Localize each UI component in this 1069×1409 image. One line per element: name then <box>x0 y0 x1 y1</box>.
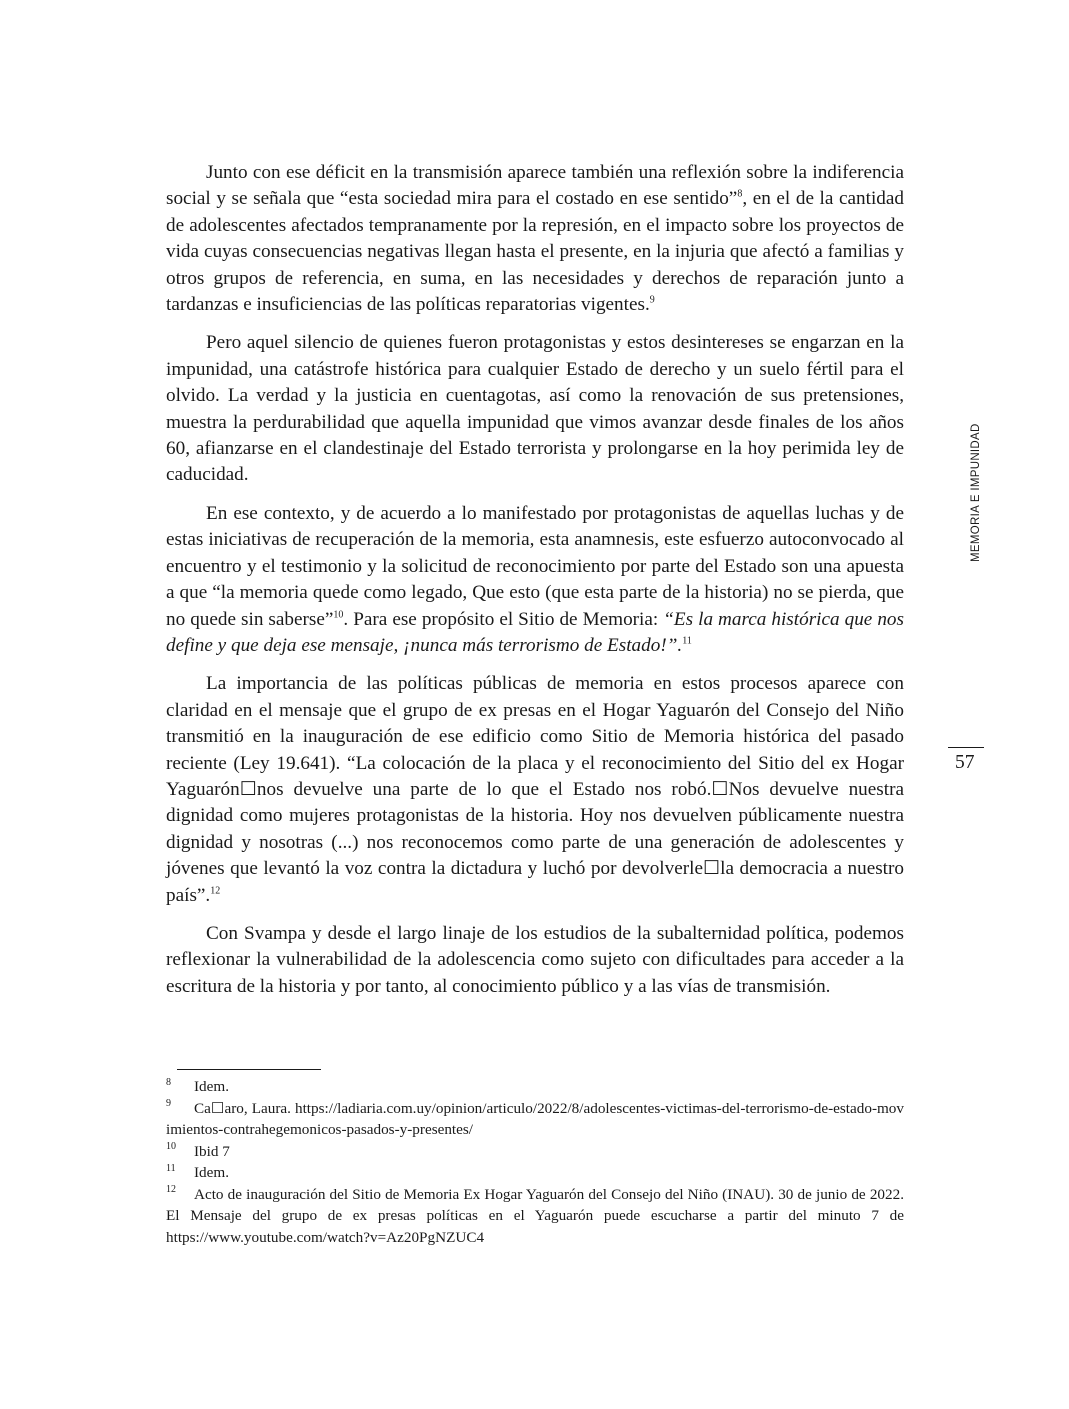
footnotes <box>166 1076 904 1248</box>
paragraph-3 <box>166 501 904 659</box>
footnote-8: 8 Idem. <box>166 1076 230 1095</box>
paragraph-text: Pero aquel silencio de quienes fueron protagonistas y estos desintereses se engarzan en la impunidad, una catástrofe histórica para cualquier Estado de derecho y un suelo fértil para el olvido. La verdad y la justicia en cuentagotas, así como la renovación de sus pretensiones, muestra la perdurabilidad que aquella impunidad que vimos avanzar desde finales de los años 60, afianzarse en el clandestinaje del Estado terrorista y prolongarse en la hoy perimida ley de caducidad. <box>166 332 904 486</box>
running-title: MEMORIA E IMPUNIDAD <box>970 423 982 562</box>
page-number-rule <box>948 747 984 748</box>
footnote-text[interactable]: Ca☐aro, Laura. https://ladiaria.com.uy/opinion/articulo/2022/8/adolescentes-victimas-del-terrorismo-de-estado-movimientos-contrahegemonicos-pasados-y-presentes/ <box>166 1099 904 1138</box>
page-number: 57 <box>955 752 975 773</box>
italic-quote: “Es la marca histórica que nos define y que deja ese mensaje, ¡nunca más terrorismo de Estado!”. <box>166 608 904 656</box>
paragraph-text: . Para ese propósito el Sitio de Memoria: <box>343 608 664 630</box>
paragraph-text: La importancia de las políticas públicas de memoria en estos procesos aparece con claridad en el mensaje que el grupo de ex presas en el Hogar Yaguarón del Consejo del Niño transmitió en la inauguración de ese edificio como Sitio de Memoria histórica del pasado reciente (Ley 19.641). “La colocación de la placa y el reconocimiento del Sitio del ex Hogar Yaguarón☐nos devuelve una parte de lo que el Estado nos robó.☐Nos devuelve nuestra dignidad como mujeres protagonistas de la historia. Hoy nos devuelven públicamente nuestra dignidad y nosotras (...) nos reconocemos como parte de una generación de adolescentes y jóvenes que levantó la voz contra la dictadura y luchó por devolverle☐la democracia a nuestro país”. <box>166 673 904 906</box>
footnote-ref[interactable]: 8 <box>737 189 743 201</box>
footnote-11: 11 Idem. <box>166 1162 230 1181</box>
footnote-ref[interactable]: 10 <box>333 609 344 621</box>
footnote-separator <box>177 1069 321 1070</box>
footnote-text[interactable]: Acto de inauguración del Sitio de Memoria Ex Hogar Yaguarón del Consejo del Niño (INAU). 30 de junio de 2022. El Mensaje del grupo de ex presas políticas en el Yaguarón puede escucharse a partir del minuto 7 de https://www.youtube.com/watch?v=Az20PgNZUC4 <box>166 1185 904 1246</box>
paragraph-5 <box>166 921 904 1000</box>
paragraph-2 <box>166 330 904 488</box>
footnote-ref[interactable]: 12 <box>210 885 221 897</box>
footnote-text: Idem. <box>194 1164 230 1181</box>
footnote-10: 10 Ibid 7 <box>166 1141 230 1160</box>
paragraph-text: , en el de la cantidad de adolescentes afectados tempranamente por la represión, en el impacto sobre los proyectos de vida cuyas consecuencias negativas llegan hasta el presente, en la injuria que afectó a familias y otros grupos de referencia, en suma, en las necesidades y derechos de reparación junto a tardanzas e insuficiencias de las políticas reparatorias vigentes. <box>166 188 904 316</box>
body-text <box>166 160 904 1012</box>
footnote-9: 9 Ca☐aro, Laura. https://ladiaria.com.uy/opinion/articulo/2022/8/adolescentes-victimas-del-terrorismo-de-estado-movimientos-contrahegemonicos-pasados-y-presentes/ <box>166 1098 904 1138</box>
paragraph-text: Con Svampa y desde el largo linaje de los estudios de la subalternidad política, podemos reflexionar la vulnerabilidad de la adolescencia como sujeto con dificultades para acceder a la escritura de la historia y por tanto, al conocimiento público y a las vías de transmisión. <box>166 922 904 997</box>
footnote-text: Idem. <box>194 1078 230 1095</box>
paragraph-1 <box>166 160 904 318</box>
paragraph-text: Junto con ese déficit en la transmisión aparece también una reflexión sobre la indiferencia social y se señala que “esta sociedad mira para el costado en ese sentido” <box>166 162 904 210</box>
paragraph-text: En ese contexto, y de acuerdo a lo manifestado por protagonistas de aquellas luchas y de estas iniciativas de recuperación de la memoria, esta anamnesis, este esfuerzo autoconvocado al encuentro y el testimonio y la solicitud de reconocimiento por parte del Estado son una apuesta a que “la memoria quede como legado, Que esto (que esta parte de la historia) no se pierda, que no quede sin saberse” <box>166 502 904 630</box>
footnote-text: Ibid 7 <box>194 1142 230 1160</box>
paragraph-4 <box>166 671 904 909</box>
footnote-ref[interactable]: 9 <box>649 294 655 306</box>
footnote-12: 12 Acto de inauguración del Sitio de Memoria Ex Hogar Yaguarón del Consejo del Niño (INAU). 30 de junio de 2022. El Mensaje del grupo de ex presas políticas en el Yaguarón puede escucharse a partir del minuto 7 de https://www.youtube.com/watch?v=Az20PgNZUC4 <box>166 1184 904 1246</box>
footnote-ref[interactable]: 11 <box>682 635 692 647</box>
